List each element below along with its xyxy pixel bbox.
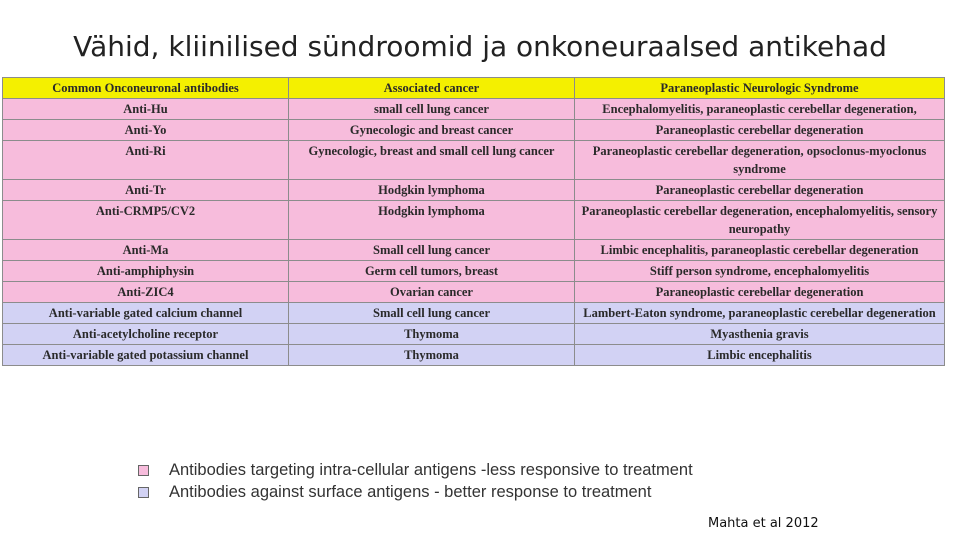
cell-syndrome: Paraneoplastic cerebellar degeneration xyxy=(575,180,945,201)
cell-cancer: Hodgkin lymphoma xyxy=(289,180,575,201)
cell-antibody: Anti-Hu xyxy=(3,99,289,120)
cell-syndrome: Limbic encephalitis xyxy=(575,345,945,366)
cell-cancer: small cell lung cancer xyxy=(289,99,575,120)
cell-antibody: Anti-Tr xyxy=(3,180,289,201)
cell-cancer: Thymoma xyxy=(289,345,575,366)
table-row xyxy=(3,120,945,141)
citation: Mahta et al 2012 xyxy=(708,516,819,531)
cell-cancer: Small cell lung cancer xyxy=(289,240,575,261)
cell-antibody: Anti-Ri xyxy=(3,141,289,180)
legend-swatch-intracellular xyxy=(138,465,149,476)
antibody-table-container xyxy=(2,77,944,366)
cell-syndrome: Myasthenia gravis xyxy=(575,324,945,345)
legend-label-intracellular: Antibodies targeting intra-cellular antigens -less responsive to treatment xyxy=(169,460,693,479)
table-row xyxy=(3,180,945,201)
cell-cancer: Gynecologic, breast and small cell lung cancer xyxy=(289,141,575,180)
table-row xyxy=(3,303,945,324)
table-row xyxy=(3,261,945,282)
cell-syndrome: Stiff person syndrome, encephalomyelitis xyxy=(575,261,945,282)
cell-antibody: Anti-Ma xyxy=(3,240,289,261)
table-row xyxy=(3,201,945,240)
cell-antibody: Anti-variable gated calcium channel xyxy=(3,303,289,324)
cell-antibody: Anti-variable gated potassium channel xyxy=(3,345,289,366)
table-header-row xyxy=(3,78,945,99)
cell-cancer: Small cell lung cancer xyxy=(289,303,575,324)
table-row xyxy=(3,99,945,120)
cell-antibody: Anti-Yo xyxy=(3,120,289,141)
header-antibody: Common Onconeuronal antibodies xyxy=(3,78,289,99)
header-syndrome: Paraneoplastic Neurologic Syndrome xyxy=(575,78,945,99)
cell-cancer: Germ cell tumors, breast xyxy=(289,261,575,282)
antibody-table xyxy=(2,77,945,366)
cell-syndrome: Paraneoplastic cerebellar degeneration, encephalomyelitis, sensory neuropathy xyxy=(575,201,945,240)
legend-item-surface xyxy=(138,481,693,503)
legend-item-intracellular xyxy=(138,459,693,481)
cell-antibody: Anti-acetylcholine receptor xyxy=(3,324,289,345)
cell-cancer: Ovarian cancer xyxy=(289,282,575,303)
cell-antibody: Anti-CRMP5/CV2 xyxy=(3,201,289,240)
cell-antibody: Anti-amphiphysin xyxy=(3,261,289,282)
cell-cancer: Gynecologic and breast cancer xyxy=(289,120,575,141)
cell-syndrome: Encephalomyelitis, paraneoplastic cerebellar degeneration, xyxy=(575,99,945,120)
legend-swatch-surface xyxy=(138,487,149,498)
cell-cancer: Hodgkin lymphoma xyxy=(289,201,575,240)
table-row xyxy=(3,345,945,366)
table-row xyxy=(3,282,945,303)
table-row xyxy=(3,240,945,261)
cell-syndrome: Lambert-Eaton syndrome, paraneoplastic cerebellar degeneration xyxy=(575,303,945,324)
cell-syndrome: Paraneoplastic cerebellar degeneration, opsoclonus-myoclonus syndrome xyxy=(575,141,945,180)
legend-label-surface: Antibodies against surface antigens - better response to treatment xyxy=(169,482,652,501)
slide-title: Vähid, kliinilised sündroomid ja onkoneuraalsed antikehad xyxy=(73,30,887,63)
cell-syndrome: Limbic encephalitis, paraneoplastic cerebellar degeneration xyxy=(575,240,945,261)
cell-syndrome: Paraneoplastic cerebellar degeneration xyxy=(575,282,945,303)
legend xyxy=(138,459,693,503)
table-row xyxy=(3,324,945,345)
header-cancer: Associated cancer xyxy=(289,78,575,99)
cell-syndrome: Paraneoplastic cerebellar degeneration xyxy=(575,120,945,141)
table-row xyxy=(3,141,945,180)
cell-antibody: Anti-ZIC4 xyxy=(3,282,289,303)
cell-cancer: Thymoma xyxy=(289,324,575,345)
